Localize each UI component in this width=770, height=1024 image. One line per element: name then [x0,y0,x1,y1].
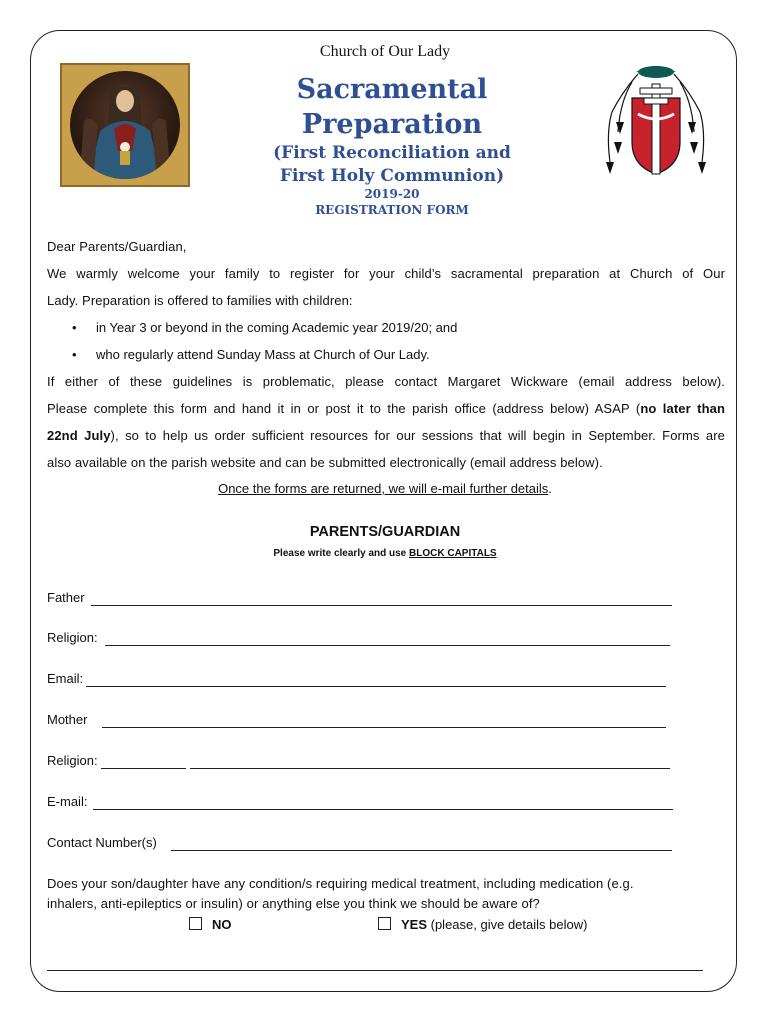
p2-line2-text: Please complete this form and hand it in or post it to the parish office (address below) ASAP ( [47,401,641,416]
contact-number-field-line[interactable] [171,850,672,851]
yes-detail-text: (please, give details below) [427,917,588,932]
deadline-date: 22nd July [47,428,111,443]
closing-line [0,481,770,496]
church-name: Church of Our Lady [319,43,451,60]
academic-year: 2019-20 [364,187,420,201]
section-heading: PARENTS/GUARDIAN [309,524,461,540]
e-mail-field-line[interactable] [93,809,673,810]
religion-field-line-short[interactable] [101,768,186,769]
yes-checkbox[interactable] [378,917,391,930]
form-subtitle [0,142,770,188]
email-label: Email: [47,671,84,686]
subtitle-line-2: First Holy Communion) [279,166,505,186]
father-field-line[interactable] [91,605,672,606]
title-line-2: Preparation [301,109,483,140]
paragraph-1-line-2: Lady. Preparation is offered to families with children: [47,293,353,308]
religion-field-line[interactable] [190,768,670,769]
mother-label: Mother [47,712,88,727]
paragraph-1-line-1: We warmly welcome your family to register for your child’s sacramental preparation at Church of Our [47,266,725,281]
religion-field-line[interactable] [105,645,670,646]
paragraph-2-line-2 [47,401,725,416]
medical-question-line-1: Does your son/daughter have any condition/s requiring medical treatment, including medication (e.g. [47,876,634,891]
yes-label-text: YES [401,917,428,932]
subtitle-line-1: (First Reconciliation and [273,143,511,163]
bullet-icon: • [72,347,77,362]
religion-label: Religion: [47,753,98,768]
yes-label [401,917,587,932]
deadline-bold-text: no later than [640,401,725,416]
e-mail-label: E-mail: [47,794,88,809]
medical-details-line[interactable] [47,970,703,971]
paragraph-2-line-3 [47,428,725,443]
bullet-item-2: who regularly attend Sunday Mass at Church of Our Lady. [96,347,430,362]
registration-form-label: REGISTRATION FORM [315,203,469,217]
religion-label: Religion: [47,630,98,645]
title-line-1: Sacramental [296,74,488,105]
mother-field-line[interactable] [102,727,666,728]
block-capitals-text: BLOCK CAPITALS [409,548,497,559]
no-label-text: NO [212,917,232,932]
bullet-icon: • [72,320,77,335]
paragraph-2-line-1: If either of these guidelines is problematic, please contact Margaret Wickware (email address below). [47,374,725,389]
email-field-line[interactable] [86,686,666,687]
contact-number-label: Contact Number(s) [47,835,157,850]
closing-underlined-text: Once the forms are returned, we will e-mail further details [218,481,549,496]
closing-period: . [548,481,552,496]
no-checkbox[interactable] [189,917,202,930]
bullet-item-1: in Year 3 or beyond in the coming Academic year 2019/20; and [96,320,458,335]
paragraph-2-line-4: also available on the parish website and can be submitted electronically (email address below). [47,455,603,470]
medical-question-line-2: inhalers, anti-epileptics or insulin) or anything else you think we should be aware of? [47,896,540,911]
father-label: Father [47,590,85,605]
section-note [0,548,770,559]
form-title [0,72,770,142]
no-label [212,917,232,932]
salutation: Dear Parents/Guardian, [47,239,187,254]
p2-line3-text: ), so to help us order sufficient resources for our sessions that will begin in September. Forms are [110,428,725,443]
note-prefix: Please write clearly and use [273,548,410,559]
